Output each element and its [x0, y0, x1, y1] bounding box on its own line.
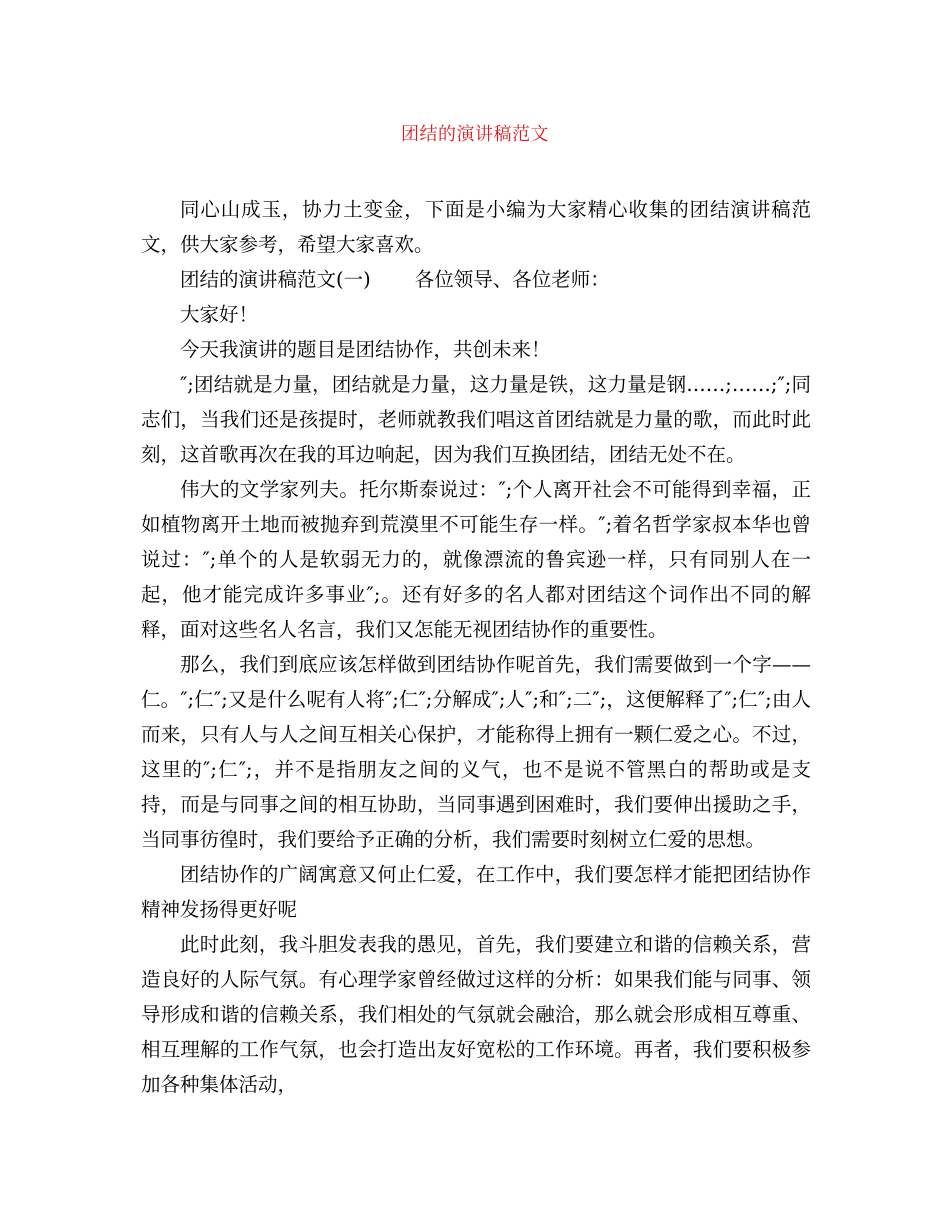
- paragraph-quotes: 伟大的文学家列夫。托尔斯泰说过：″;个人离开社会不可能得到幸福，正如植物离开土地而被抛弃到荒漠里不可能生存一样。″;着名哲学家叔本华也曾说过：″;单个的人是软弱无力的，就像漂流的鲁宾逊一样，只有同别人在一起，他才能完成许多事业″;。还有好多的名人都对团结这个词作出不同的解释，面对这些名人名言，我们又怎能无视团结协作的重要性。: [141, 478, 811, 641]
- paragraph-greeting: 大家好！: [180, 303, 259, 326]
- paragraph-opinion: 此时此刻，我斗胆发表我的愚见，首先，我们要建立和谐的信赖关系，营造良好的人际气氛。有心理学家曾经做过这样的分析：如果我们能与同事、领导形成和谐的信赖关系，我们相处的气氛就会融洽，那么就会形成相互尊重、相互理解的工作气氛，也会打造出友好宽松的工作环境。再者，我们要积极参加各种集体活动，: [141, 933, 811, 1096]
- document-title: 团结的演讲稿范文: [401, 124, 549, 145]
- document-body: [141, 192, 811, 1102]
- paragraph-ren: 那么，我们到底应该怎样做到团结协作呢首先，我们需要做到一个字——仁。″;仁″;又是什么呢有人将″;仁″;分解成″;人″;和″;二″;，这便解释了″;仁″;由人而来，只有人与人之间互相关心保护，才能称得上拥有一颗仁爱之心。不过，这里的″;仁″;，并不是指朋友之间的义气，也不是说不管黑白的帮助或是支持，而是与同事之间的相互协助，当同事遇到困难时，我们要伸出援助之手，当同事彷徨时，我们要给予正确的分析，我们需要时刻树立仁爱的思想。: [141, 653, 811, 851]
- section-subtitle: 团结的演讲稿范文(一): [180, 268, 371, 291]
- paragraph-heading: [141, 262, 811, 297]
- paragraph-question: 团结协作的广阔寓意又何止仁爱，在工作中，我们要怎样才能把团结协作精神发扬得更好呢: [141, 863, 811, 921]
- paragraph-topic: 今天我演讲的题目是团结协作，共创未来！: [180, 338, 551, 361]
- paragraph-intro: 同心山成玉，协力土变金，下面是小编为大家精心收集的团结演讲稿范文，供大家参考，希望大家喜欢。: [141, 198, 811, 256]
- paragraph-song: ″;团结就是力量，团结就是力量，这力量是铁，这力量是钢……;……;″;同志们，当我们还是孩提时，老师就教我们唱这首团结就是力量的歌，而此时此刻，这首歌再次在我的耳边响起，因为我们互换团结，团结无处不在。: [141, 373, 811, 466]
- salutation: 各位领导、各位老师：: [414, 268, 610, 291]
